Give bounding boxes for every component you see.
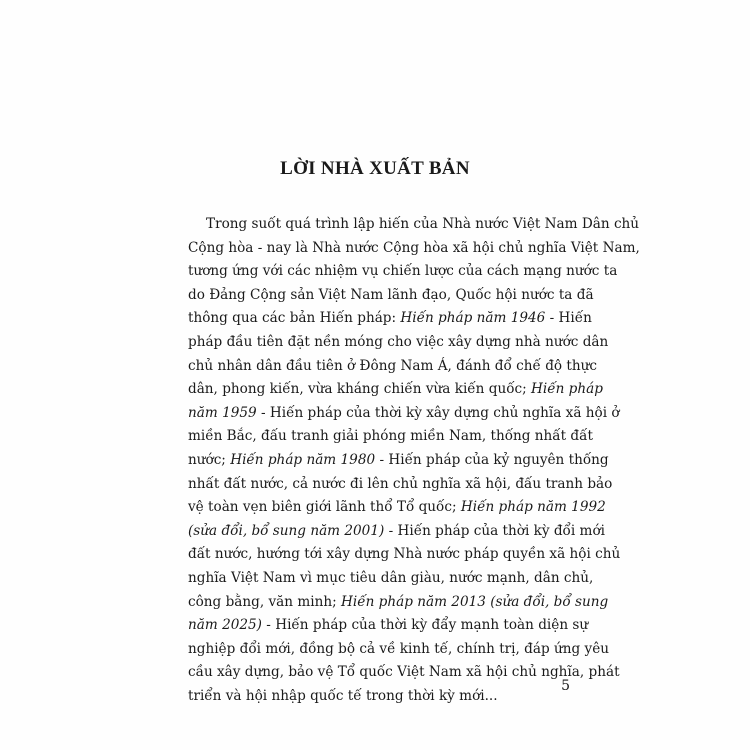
text-line (188, 260, 618, 284)
text-line (188, 591, 609, 615)
text-segment: thông qua các bản Hiến pháp: (188, 310, 401, 327)
italic-text-segment: Hiến pháp năm 1946 (400, 310, 546, 327)
text-line (188, 425, 593, 449)
text-segment: nghĩa Việt Nam vì mục tiêu dân giàu, nước mạnh, dân chủ, (188, 569, 594, 586)
italic-text-segment: Hiến pháp (531, 381, 603, 398)
text-segment: nước; (188, 451, 231, 468)
text-line (188, 378, 603, 402)
text-segment: nhất đất nước, cả nước đi lên chủ nghĩa xã hội, đấu tranh bảo (188, 475, 613, 492)
italic-text-segment: (sửa đổi, bổ sung năm 2001) (188, 522, 385, 539)
text-segment: - Hiến pháp của thời kỳ đẩy mạnh toàn diện sự (261, 617, 589, 634)
text-segment: chủ nhân dân đầu tiên ở Đông Nam Á, đánh đổ chế độ thực (188, 357, 597, 374)
text-segment: nghiệp đổi mới, đồng bộ cả về kinh tế, chính trị, đáp ứng yêu (188, 640, 610, 657)
text-segment: do Đảng Cộng sản Việt Nam lãnh đạo, Quốc hội nước ta đã (188, 286, 594, 303)
text-line (188, 355, 597, 379)
text-line (188, 237, 640, 261)
italic-text-segment: năm 1959 (188, 404, 257, 421)
text-segment: triển và hội nhập quốc tế trong thời kỳ mới... (188, 687, 498, 704)
text-segment: đất nước, hướng tới xây dựng Nhà nước pháp quyền xã hội chủ (188, 546, 621, 563)
italic-text-segment: Hiến pháp năm 1992 (460, 499, 606, 516)
text-segment: pháp đầu tiên đặt nền móng cho việc xây dựng nhà nước dân (188, 333, 609, 350)
text-segment: - Hiến (545, 310, 592, 327)
text-segment: dân, phong kiến, vừa kháng chiến vừa kiến quốc; (188, 381, 532, 398)
text-segment: - Hiến pháp của thời kỳ đổi mới (384, 522, 605, 539)
body-paragraph (188, 213, 640, 708)
text-segment: miền Bắc, đấu tranh giải phóng miền Nam, thống nhất đất (188, 428, 593, 445)
text-segment: - Hiến pháp của thời kỳ xây dựng chủ nghĩa xã hội ở (256, 404, 620, 421)
text-line (188, 567, 594, 591)
text-line (188, 449, 609, 473)
text-line (188, 661, 620, 685)
text-segment: - Hiến pháp của kỷ nguyên thống (375, 451, 609, 468)
text-line (188, 614, 589, 638)
text-line (188, 496, 606, 520)
text-line (188, 331, 609, 355)
text-segment: Cộng hòa - nay là Nhà nước Cộng hòa xã hội chủ nghĩa Việt Nam, (188, 239, 640, 256)
text-segment: công bằng, văn minh; (188, 593, 341, 610)
text-line (188, 685, 568, 709)
text-line (188, 638, 610, 662)
page-number: 5 (561, 678, 570, 694)
text-line (188, 402, 620, 426)
text-segment: Trong suốt quá trình lập hiến của Nhà nước Việt Nam Dân chủ (206, 216, 640, 232)
page-title: LỜI NHÀ XUẤT BẢN (280, 158, 470, 179)
text-line (188, 284, 594, 308)
italic-text-segment: năm 2025) (188, 617, 262, 634)
text-line (188, 543, 621, 567)
italic-text-segment: Hiến pháp năm 2013 (sửa đổi, bổ sung (341, 593, 609, 610)
text-segment: tương ứng với các nhiệm vụ chiến lược của cách mạng nước ta (188, 263, 618, 280)
text-line (188, 520, 605, 544)
text-line (188, 213, 640, 237)
text-segment: vệ toàn vẹn biên giới lãnh thổ Tổ quốc; (188, 499, 461, 516)
text-line (188, 473, 613, 497)
italic-text-segment: Hiến pháp năm 1980 (230, 451, 376, 468)
text-segment: cầu xây dựng, bảo vệ Tổ quốc Việt Nam xã hội chủ nghĩa, phát (188, 664, 620, 681)
text-line (188, 307, 592, 331)
